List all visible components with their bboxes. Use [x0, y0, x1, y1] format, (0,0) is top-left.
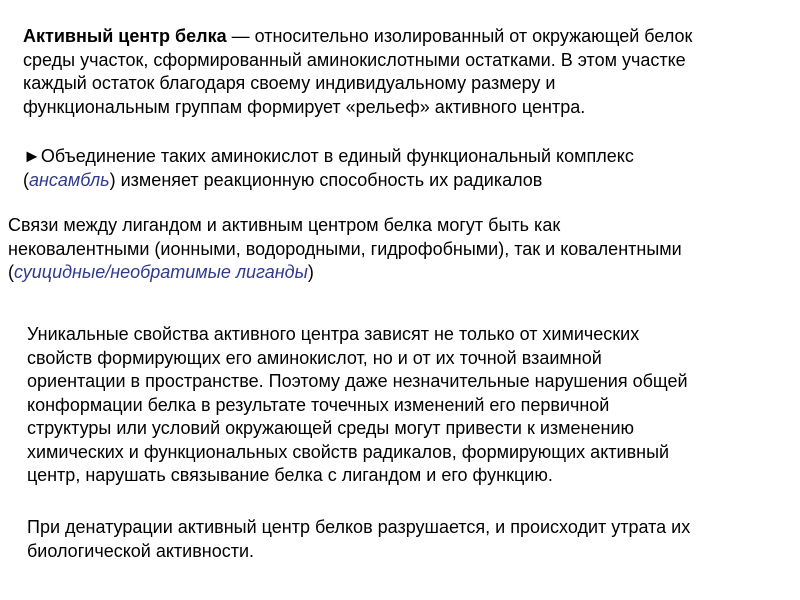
- bonds-line-3: [8, 261, 682, 285]
- properties-line: центр, нарушать связывание белка с лигандом и его функцию.: [27, 465, 553, 485]
- definition-paragraph: [23, 25, 692, 119]
- bonds-paragraph: [8, 214, 682, 285]
- definition-line-3: каждый остаток благодаря своему индивидуальному размеру и: [23, 73, 556, 93]
- ensemble-term: ансамбль: [29, 169, 110, 190]
- definition-line-4: функциональным группам формирует «рельеф» активного центра.: [23, 96, 586, 117]
- properties-line: ориентации в пространстве. Поэтому даже незначительные нарушения общей: [27, 371, 688, 391]
- bonds-line-1: Связи между лигандом и активным центром белка могут быть как: [8, 215, 561, 235]
- ensemble-open-paren: (: [23, 169, 29, 190]
- properties-line: свойств формирующих его аминокислот, но и от их точной взаимной: [27, 347, 602, 368]
- properties-line: структуры или условий окружающей среды могут привести к изменению: [27, 418, 635, 438]
- denaturation-line: При денатурации активный центр белков разрушается, и происходит утрата их: [27, 517, 691, 537]
- definition-line-2: среды участок, сформированный аминокислотными остатками. В этом участке: [23, 49, 686, 70]
- definition-line-1: [23, 25, 692, 49]
- properties-line: химических и функциональных свойств радикалов, формирующих активный: [27, 441, 670, 462]
- ensemble-line-2: [23, 169, 634, 193]
- denaturation-paragraph: [27, 516, 690, 563]
- denaturation-line: биологической активности.: [27, 540, 255, 561]
- properties-line: Уникальные свойства активного центра зависят не только от химических: [27, 324, 640, 344]
- ensemble-line-2-rest: ) изменяет реакционную способность их радикалов: [109, 169, 543, 190]
- bonds-term: суицидные/необратимые лиганды: [14, 262, 308, 282]
- definition-term: Активный центр белка: [23, 26, 227, 46]
- bonds-close-paren: ): [307, 262, 314, 282]
- properties-line: конформации белка в результате точечных изменений его первичной: [27, 394, 610, 415]
- bonds-open-paren: (: [8, 262, 14, 282]
- ensemble-paragraph: [23, 145, 634, 192]
- definition-line-1-rest: — относительно изолированный от окружающей белок: [226, 26, 693, 46]
- bonds-line-2: нековалентными (ионными, водородными, гидрофобными), так и ковалентными: [8, 238, 682, 259]
- ensemble-line-1: ►Объединение таких аминокислот в единый функциональный комплекс: [23, 146, 634, 166]
- properties-paragraph: [27, 323, 688, 488]
